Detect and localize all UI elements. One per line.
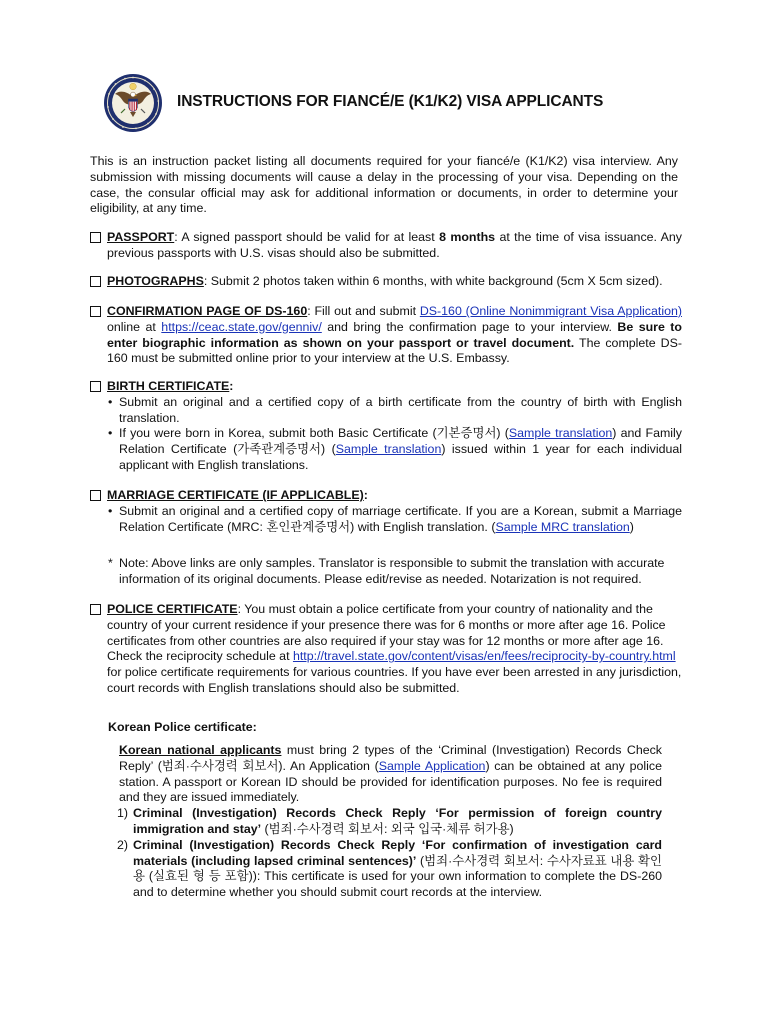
- photographs-heading: PHOTOGRAPHS: [107, 274, 204, 288]
- birth-certificate-heading: BIRTH CERTIFICATE: [107, 379, 230, 393]
- family-relation-sample-link[interactable]: Sample translation: [335, 442, 442, 457]
- birth-bullet-2-text-3: ) issued within 1 year for each individual applicant with English translations.: [119, 442, 682, 472]
- list-item: [119, 838, 662, 901]
- passport-checkbox[interactable]: [90, 232, 101, 243]
- list-item: [107, 426, 682, 473]
- ds160-text-4: The complete DS-160 must be submitted online prior to your interview at the U.S. Embassy.: [107, 335, 682, 366]
- translation-note: [108, 556, 682, 588]
- note-text: Note: Above links are only samples. Translator is responsible to submit the translation with accurate information of its original documents. Please edit/revise as needed. Notarization is not required.: [119, 556, 665, 586]
- marriage-certificate-section: [90, 488, 682, 535]
- police-certificate-section: [90, 602, 682, 697]
- photographs-section: [90, 274, 682, 290]
- basic-certificate-sample-link[interactable]: Sample translation: [508, 426, 613, 441]
- passport-text: : A signed passport should be valid for at least: [174, 230, 440, 244]
- list-item: [107, 395, 682, 427]
- passport-bold: 8 months: [439, 230, 496, 244]
- korean-police-paragraph: [119, 743, 662, 806]
- page-title: INSTRUCTIONS FOR FIANCÉ/E (K1/K2) VISA APPLICANTS: [177, 93, 604, 110]
- birth-bullet-2-text-2: ) and Family Relation Certificate (가족관계증명서) (: [119, 426, 682, 457]
- us-embassy-seal-icon: [103, 73, 163, 133]
- ds160-text: : Fill out and submit: [307, 304, 420, 318]
- list-item: [107, 504, 682, 536]
- marriage-colon: :: [363, 488, 368, 502]
- marriage-bullet-text: Submit an original and a certified copy of marriage certificate. If you are a Korean, submit a Marriage Relation Certificate (MRC: 혼인관계증명서) with English translation. (: [119, 503, 682, 534]
- photographs-text: : Submit 2 photos taken within 6 months, with white background (5cm X 5cm sized).: [203, 274, 663, 288]
- marriage-certificate-checkbox[interactable]: [90, 490, 101, 501]
- korean-national-applicants: Korean national applicants: [119, 743, 282, 757]
- ds160-section: [90, 304, 682, 367]
- korean-police-heading-block: [108, 720, 668, 736]
- marriage-certificate-list: [107, 504, 682, 536]
- police-certificate-heading: POLICE CERTIFICATE: [107, 602, 238, 616]
- birth-certificate-section: [90, 379, 682, 474]
- police-text-2: for police certificate requirements for various countries. If you have ever been arrested in any jurisdiction, court records with English translations should also be submitted.: [107, 665, 682, 695]
- sample-application-link[interactable]: Sample Application: [378, 758, 486, 773]
- birth-bullet-2-text: If you were born in Korea, submit both Basic Certificate (기본증명서) (: [119, 426, 509, 441]
- photographs-checkbox[interactable]: [90, 276, 101, 287]
- birth-bullet-1: Submit an original and a certified copy of a birth certificate from the country of birth with English translation.: [119, 394, 682, 425]
- ds160-text-3: and bring the confirmation page to your interview.: [321, 319, 618, 334]
- ceac-url-link[interactable]: https://ceac.state.gov/genniv/: [161, 319, 322, 334]
- marriage-certificate-heading: MARRIAGE CERTIFICATE (IF APPLICABLE): [107, 488, 364, 502]
- korean-police-list: [119, 806, 662, 901]
- police-certificate-checkbox[interactable]: [90, 604, 101, 615]
- passport-text-after: at the time of visa issuance. Any previous passports with U.S. visas should also be submitted.: [107, 230, 683, 260]
- reciprocity-link[interactable]: http://travel.state.gov/content/visas/en/fees/reciprocity-by-country.html: [292, 649, 676, 664]
- item-2-text: (범죄·수사경력 회보서: 수사자료표 내용 확인용 (실효된 형 등 포함)): This certificate is used for your own information to complete the DS-260 and to determine whether you should submit court records at the interview.: [133, 853, 662, 900]
- item-1-text: (범죄·수사경력 회보서: 외국 입국·체류 허가용): [261, 821, 514, 836]
- marriage-bullet-end: ): [629, 519, 634, 534]
- birth-certificate-checkbox[interactable]: [90, 381, 101, 392]
- intro-paragraph: This is an instruction packet listing all documents required for your fiancé/e (K1/K2) visa interview. Any submission with missing documents will cause a delay in the processing of your visa. Depending on the case, the consular official may ask for additional information or documents, in order to determine your eligibility, at any time.: [90, 154, 678, 216]
- police-text: : You must obtain a police certificate from your country of nationality and the country of your current residence if your presence there was for 6 months or more after age 16. Police certificates from other countries are also required if your stay was for 12 months or more after age 16. Check the reciprocity schedule at: [107, 602, 666, 664]
- korean-police-text-2: ) can be obtained at any police station. A passport or Korean ID should be provided for identification purposes. No fee is required and they are issued immediately.: [119, 758, 662, 805]
- korean-police-section: [108, 743, 662, 901]
- item-number: 1): [117, 806, 129, 821]
- korean-police-text: must bring 2 types of the ‘Criminal (Investigation) Records Check Reply’ (범죄·수사경력 회보서). An Application (: [119, 743, 662, 773]
- passport-heading: PASSPORT: [107, 230, 175, 244]
- ds160-bold-notice: Be sure to enter biographic information as shown on your passport or travel document.: [107, 319, 683, 350]
- birth-colon: :: [229, 379, 234, 393]
- list-item: [119, 806, 662, 838]
- sample-mrc-link[interactable]: Sample MRC translation: [495, 519, 630, 534]
- birth-certificate-list: [107, 395, 682, 474]
- ds160-text-2: online at: [107, 319, 162, 334]
- ds160-checkbox[interactable]: [90, 306, 101, 317]
- item-number: 2): [117, 837, 129, 852]
- note-asterisk: *: [108, 556, 113, 570]
- korean-police-heading: Korean Police certificate:: [108, 720, 257, 734]
- passport-section: [90, 230, 682, 262]
- item-1-title: Criminal (Investigation) Records Check Reply ‘For permission of foreign country immigration and stay’: [133, 806, 662, 836]
- item-2-title: Criminal (Investigation) Records Check Reply ‘For confirmation of investigation card materials (including lapsed criminal sentences)’: [133, 837, 662, 868]
- ds160-online-link[interactable]: DS-160 (Online Nonimmigrant Visa Application): [419, 304, 682, 318]
- ds160-heading: CONFIRMATION PAGE OF DS-160: [107, 304, 308, 318]
